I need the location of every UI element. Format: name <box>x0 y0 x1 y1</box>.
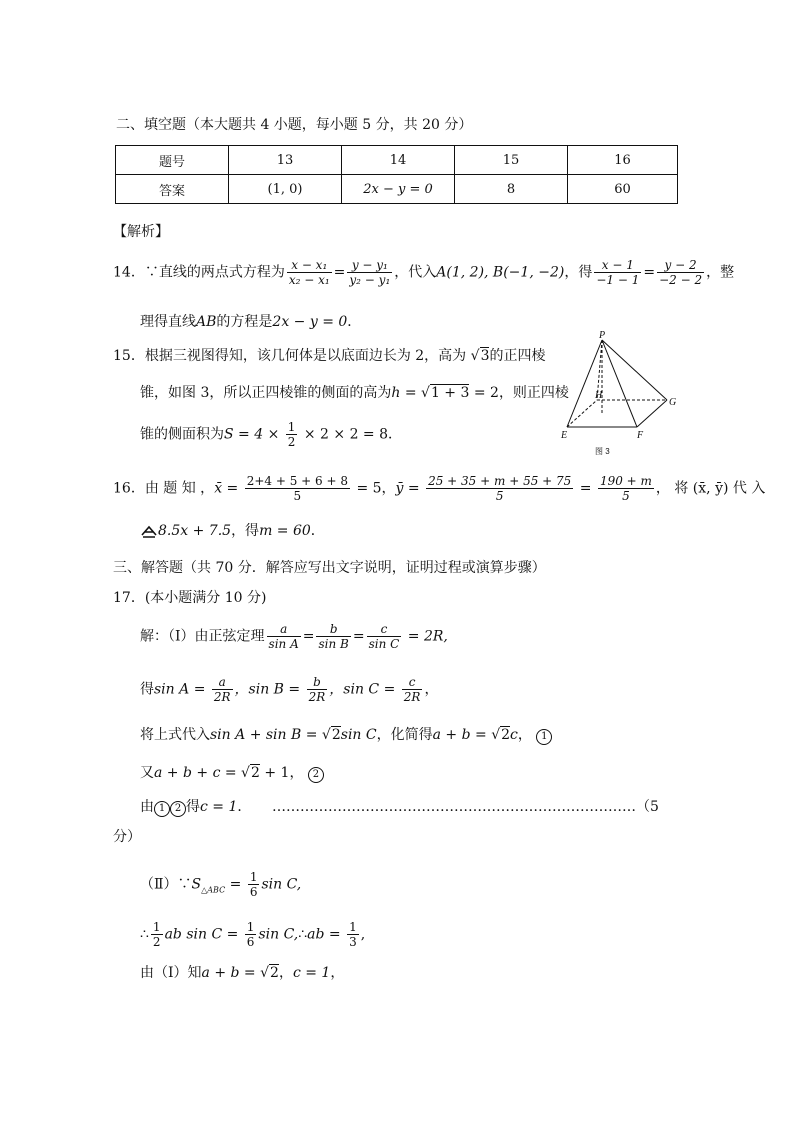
numerator: 1 <box>349 920 357 934</box>
q17-text: ． <box>237 799 252 815</box>
q17-eq: sin C, <box>261 876 302 893</box>
equals: = <box>643 264 656 281</box>
q15-eq: S = 4 × <box>224 426 284 443</box>
q17-eq: a + b + c = <box>154 765 242 781</box>
label-f: F <box>637 430 644 441</box>
q17-text: ， <box>289 765 304 781</box>
numerator: a <box>212 675 233 690</box>
edge-pf <box>602 340 637 427</box>
q14-text: 的方程是 <box>216 314 273 330</box>
fraction <box>245 474 350 503</box>
fraction <box>347 258 392 287</box>
table-cell: 60 <box>568 175 678 204</box>
denominator: 3 <box>349 935 357 949</box>
denominator: y₂ − y₁ <box>349 273 391 287</box>
sqrt-radicand: 2 <box>501 727 511 743</box>
q17-text: ∴ <box>140 926 149 943</box>
q17-eq: a + b = <box>432 727 492 743</box>
q14-text: 理得直线 <box>140 314 196 330</box>
analysis-label: 【解析】 <box>113 224 169 240</box>
q16-eq: 8.5x + 7.5 <box>158 523 232 539</box>
table-cell: 8 <box>455 175 568 204</box>
numerator: x − x₁ <box>287 258 332 273</box>
q17-text: 由 <box>140 799 154 815</box>
q17-eq: = 2R, <box>403 628 448 645</box>
q17-text: 由（Ⅰ）知 <box>140 965 202 981</box>
label-p: P <box>599 330 606 341</box>
table-cell: 2x − y = 0 <box>342 175 455 204</box>
q17-line2 <box>140 675 438 704</box>
q16-eq: m = 60 <box>259 523 311 539</box>
fraction <box>426 474 573 503</box>
numerator: a <box>267 622 301 637</box>
subscript: △ABC <box>201 885 226 895</box>
label-e: E <box>561 430 568 441</box>
table-cell: 答案 <box>116 175 229 204</box>
fraction <box>245 920 257 949</box>
q17-text: 又 <box>140 765 154 781</box>
fraction <box>402 675 423 704</box>
table-cell: 16 <box>568 146 678 175</box>
denominator: −1 − 1 <box>596 273 640 287</box>
q17-eq: = <box>225 876 246 893</box>
denominator: 6 <box>246 935 255 949</box>
ybar: ȳ = <box>395 480 425 497</box>
numerator: 25 + 35 + m + 55 + 75 <box>428 474 572 488</box>
q17-eq: ，sin B = <box>234 681 305 698</box>
q14-num: 14． <box>113 264 145 281</box>
table-cell: 题号 <box>116 146 229 175</box>
q17-text: ，化简得 <box>376 727 433 743</box>
numerator: b <box>307 675 328 690</box>
fraction <box>598 474 654 503</box>
q15-text: ． <box>388 426 403 443</box>
fraction <box>267 622 301 651</box>
fraction <box>248 870 260 899</box>
section2-title: 二、填空题（本大题共 4 小题，每小题 5 分，共 20 分） <box>116 117 473 133</box>
section3-title: 三、解答题（共 70 分．解答应写出文字说明，证明过程或演算步骤） <box>113 560 546 576</box>
denominator: sin A <box>268 637 299 651</box>
circled-number: 2 <box>308 767 324 783</box>
q17-line4: 又a + b + c = √2 + 1， 2 <box>140 762 324 783</box>
q15-text: 的正四棱 <box>489 348 546 364</box>
q17-text: ∴ <box>298 926 308 943</box>
q17-text: ， <box>424 681 439 698</box>
q15-eq: × 2 × 2 = 8 <box>299 426 389 443</box>
fraction <box>316 622 350 651</box>
sqrt-radicand: 2 <box>250 765 260 781</box>
q14-points: A(1, 2), B(−1, −2) <box>436 264 565 281</box>
circled-number: 1 <box>154 801 170 817</box>
fraction <box>286 420 298 449</box>
equals: = <box>333 264 346 281</box>
numerator: 1 <box>152 920 161 934</box>
figure-caption: 图 3 <box>595 447 610 456</box>
q17-text: ， <box>517 727 532 743</box>
edge-hidden-1 <box>567 400 597 427</box>
fraction <box>287 258 332 287</box>
pyramid-figure <box>555 330 685 460</box>
q17-line8: 由（Ⅰ）知a + b = √2，c = 1， <box>140 965 345 981</box>
denominator: 5 <box>293 489 302 503</box>
q17-eq: sin C <box>340 727 377 743</box>
numerator: c <box>402 675 423 690</box>
fraction <box>594 258 641 287</box>
q16-num: 16． <box>113 480 145 497</box>
numerator: b <box>316 622 350 637</box>
denominator: x₂ − x₁ <box>288 273 330 287</box>
edge-pg <box>602 340 667 400</box>
fraction <box>367 622 402 651</box>
table-row <box>116 146 678 175</box>
denominator: sin C <box>368 637 400 651</box>
table-cell: 14 <box>342 146 455 175</box>
numerator: x − 1 <box>594 258 641 273</box>
q17-score-dots: ……………………………………………………………………（5 <box>272 799 659 815</box>
q14-ab: AB <box>196 314 217 330</box>
q15-text: ，则正四棱 <box>498 385 569 401</box>
q16-text: ，得 <box>231 523 260 539</box>
q17-eq: ab = <box>307 926 346 943</box>
q17-text: 得 <box>140 681 154 698</box>
fraction <box>347 920 359 949</box>
q16-text: ， <box>381 480 396 497</box>
fraction <box>212 675 233 704</box>
q17-text: 解：（Ⅰ）由正弦定理 <box>140 628 265 645</box>
q16-text: ． <box>310 523 325 539</box>
answer-table <box>115 145 678 204</box>
q17-text: ， <box>278 965 293 981</box>
denominator: 2R <box>308 690 326 704</box>
q15-line1: 15．根据三视图得知，该几何体是以底面边长为 2，高为 √3的正四棱 <box>113 348 546 364</box>
table-cell: 13 <box>229 146 342 175</box>
label-h: H <box>595 390 603 401</box>
q16-line1: 16．由 题 知 ，x̄ = $\frac{2+4 + 5 + 6 + 8}{5}$ = 5，ȳ = $\frac{25 + 35 + m + 55 + 75}{5}$ = $\frac{190 + m}{5}$ ， 将 (x̄, ȳ) 代 入 <box>113 474 766 503</box>
q15-num: 15． <box>113 348 145 364</box>
q15-text: 锥的侧面积为 <box>140 426 224 443</box>
sqrt-radicand: 3 <box>480 348 490 364</box>
denominator: 2 <box>152 935 161 949</box>
q14-text: ，代入 <box>394 264 437 281</box>
q17-eq: sin A = <box>154 681 210 698</box>
watermark-icon <box>140 524 158 538</box>
q17-score-label: 分） <box>113 829 141 845</box>
q15-eq: h = <box>391 385 422 401</box>
label-g: G <box>669 397 677 408</box>
numerator: 2+4 + 5 + 6 + 8 <box>246 474 348 488</box>
q17-eq: ，sin C = <box>329 681 400 698</box>
q17-eq: sin C, <box>258 926 299 943</box>
sqrt-radicand: 2 <box>270 965 279 981</box>
numerator: 1 <box>287 420 296 434</box>
numerator: 1 <box>246 920 255 934</box>
q15-line3 <box>140 420 402 449</box>
denominator: 5 <box>495 489 504 503</box>
denominator: 2R <box>213 690 231 704</box>
q17-heading: 17．(本小题满分 10 分) <box>113 590 267 606</box>
numerator: c <box>367 622 402 637</box>
circled-number: 2 <box>170 801 186 817</box>
q17-text: （Ⅱ）∵ <box>140 876 192 893</box>
q14-text: ∵直线的两点式方程为 <box>144 264 285 281</box>
q17-line7 <box>140 920 365 949</box>
fraction <box>657 258 704 287</box>
q17-text: 得 <box>186 799 200 815</box>
denominator: 5 <box>622 489 630 503</box>
q15-line2: 锥，如图 3，所以正四棱锥的侧面的高为h = √1 + 3 = 2，则正四棱 <box>140 385 569 401</box>
q17-eq: + 1 <box>259 765 290 781</box>
q17-line5 <box>140 796 251 817</box>
q17-eq: c = 1 <box>200 799 238 815</box>
numerator: y − y₁ <box>347 258 392 273</box>
fraction <box>151 920 163 949</box>
q17-line6 <box>140 870 301 899</box>
q14-text: ，得 <box>564 264 593 281</box>
q17-eq: c <box>510 727 518 743</box>
table-cell: (1, 0) <box>229 175 342 204</box>
q17-text: ， <box>330 965 345 981</box>
q17-eq: S <box>191 876 202 893</box>
q17-text: 将上式代入 <box>140 727 210 743</box>
q14-line2 <box>140 311 361 331</box>
q17-eq: sin A + sin B = <box>210 727 322 743</box>
q16-eq: = 5 <box>352 480 382 497</box>
xbar: x̄ = <box>214 480 243 497</box>
q17-line1: 解：（Ⅰ）由正弦定理 $\frac{a}{\text{sin A}}$ = $\frac{b}{\text{sin B}}$ = $\frac{c}{\text{sin C}}$ = 2R, <box>140 622 448 651</box>
q14-text: ，整 <box>706 264 735 281</box>
sqrt-radicand: 1 + 3 <box>430 385 470 401</box>
edge-pe <box>567 340 602 427</box>
q17-eq: a + b = <box>201 965 261 981</box>
q14-text: ． <box>347 314 362 330</box>
numerator: 1 <box>249 870 258 884</box>
q16-text: ， 将 (x̄, ȳ) 代 入 <box>655 480 766 497</box>
q15-text: 根据三视图得知，该几何体是以底面边长为 2，高为 <box>144 348 467 364</box>
q17-text: , <box>360 926 366 943</box>
q16-text: 由 题 知 ， <box>144 480 215 497</box>
fraction <box>307 675 328 704</box>
q17-eq: ab sin C = <box>164 926 243 943</box>
denominator: 6 <box>249 885 258 899</box>
q14-line1 <box>113 258 735 287</box>
table-cell: 15 <box>455 146 568 175</box>
circled-number: 1 <box>536 729 552 745</box>
q16-line2 <box>140 520 325 540</box>
q17-eq: c = 1 <box>292 965 331 981</box>
edge-fg <box>637 400 667 427</box>
table-row <box>116 175 678 204</box>
denominator: 2R <box>403 690 421 704</box>
q17-line3: 将上式代入sin A + sin B = √2sin C，化简得a + b = √2c， 1 <box>140 724 552 745</box>
q14-equation: 2x − y = 0 <box>272 314 348 330</box>
sqrt-radicand: 2 <box>331 727 341 743</box>
numerator: 190 + m <box>599 474 652 488</box>
denominator: sin B <box>318 637 349 651</box>
q15-eq: = 2 <box>469 385 499 401</box>
denominator: −2 − 2 <box>659 273 703 287</box>
numerator: y − 2 <box>657 258 704 273</box>
denominator: 2 <box>287 435 296 449</box>
q15-text: 锥，如图 3，所以正四棱锥的侧面的高为 <box>140 385 392 401</box>
